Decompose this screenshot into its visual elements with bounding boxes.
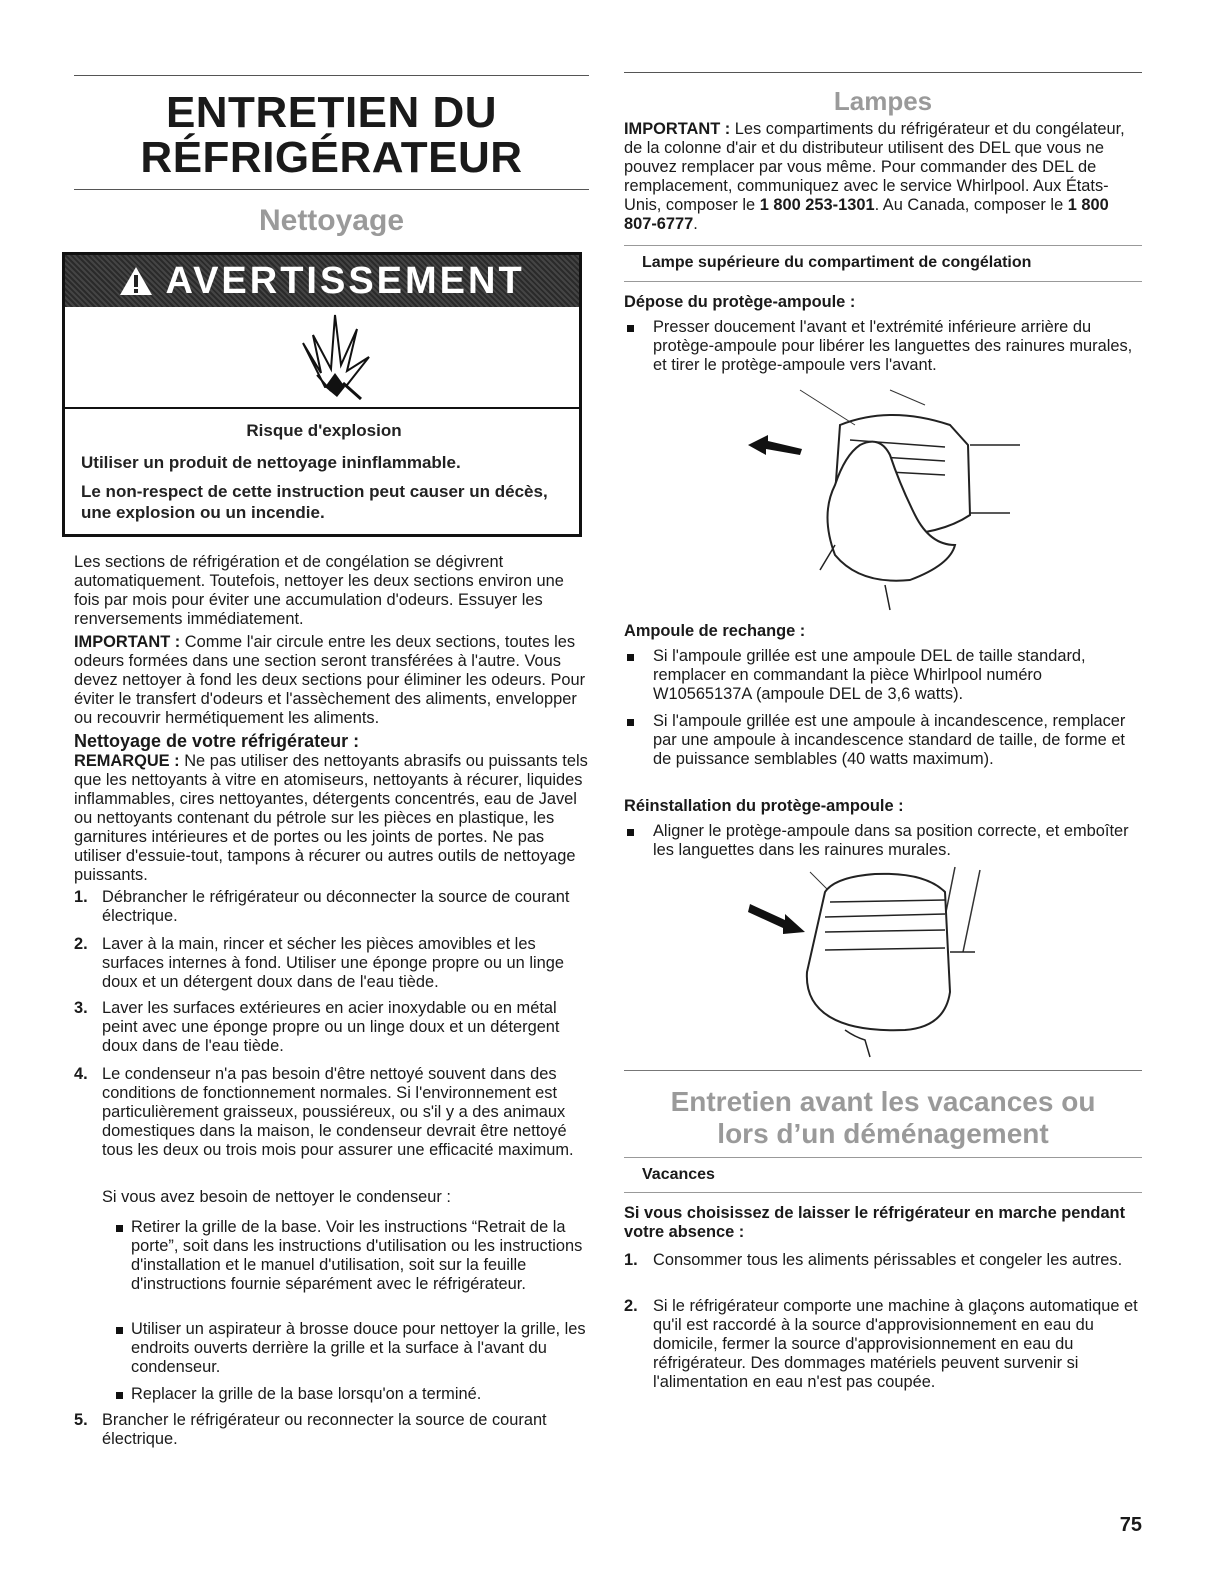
condenser-bullet-3: Replacer la grille de la base lorsqu'on a terminé. xyxy=(131,1385,482,1403)
top-rule-right xyxy=(624,72,1142,73)
freezer-lamp-head: Lampe supérieure du compartiment de congélation xyxy=(642,254,1032,271)
remove-cover-illustration xyxy=(740,385,1040,620)
vacation-step-2: Si le réfrigérateur comporte une machine à glaçons automatique et qu'il est raccordé à la source d'approvisionnement en eau du domicile, fermer la source d'approvisionnement en eau du réfrigérateur. Des dommages matériels peuvent survenir si l'alimentation en eau n'est pas coupée. xyxy=(653,1297,1138,1391)
important-text: Comme l'air circule entre les deux sections, toutes les odeurs formées dans une section seront transférées à l'autre. Vous devez nettoyer à fond les deux sections pour éliminer les odeurs. Pour éviter le transfert d'odeurs et l'assèchement des aliments, envelopper ou recouvrir hermétiquement les aliments. xyxy=(74,633,586,727)
step-5: Brancher le réfrigérateur ou reconnecter la source de courant électrique. xyxy=(102,1411,547,1448)
explosion-icon xyxy=(295,313,375,406)
vacation-head-rule-bottom xyxy=(624,1192,1142,1193)
lamps-important-text-c: . xyxy=(693,215,698,233)
freezer-lamp-rule-top xyxy=(624,245,1142,246)
warning-box xyxy=(62,252,582,537)
vacation-step-number-1: 1. xyxy=(624,1251,638,1269)
section-title-lamps: Lampes xyxy=(833,86,933,116)
step-1: Débrancher le réfrigérateur ou déconnecter la source de courant électrique. xyxy=(102,888,570,925)
lamps-important-text-a: Les compartiments du réfrigérateur et du congélateur, de la colonne d'air et du distributeur utilisent des DEL que vous ne pouvez remplacer par vous même. Pour commander des DEL de remplacement, communiquez avec le service Whirlpool. Aux États-Unis, composer le xyxy=(624,120,1125,214)
vacation-head: Vacances xyxy=(642,1166,715,1183)
reinstall-head: Réinstallation du protège-ampoule : xyxy=(624,797,904,815)
step-number-4: 4. xyxy=(74,1065,88,1083)
main-title-line1: ENTRETIEN DU xyxy=(165,88,498,137)
warning-line2: Le non-respect de cette instruction peut causer un décès, une explosion ou un incendie. xyxy=(81,482,548,522)
warning-line1: Utiliser un produit de nettoyage ininflammable. xyxy=(81,453,461,472)
bullet-square-icon xyxy=(116,1392,123,1399)
cleaning-body xyxy=(74,553,589,885)
cleaning-important xyxy=(74,633,589,728)
important-label: IMPORTANT : xyxy=(74,633,181,651)
bulb-bullet-2: Si l'ampoule grillée est une ampoule à incandescence, remplacer par une ampoule à incandescence standard de taille, de forme et de puissance semblables (40 watts maximum). xyxy=(653,712,1126,768)
vacation-rule-top xyxy=(624,1070,1142,1071)
step-4: Le condenseur n'a pas besoin d'être nettoyé souvent dans des conditions de fonctionnement normales. Si l'environnement est particulièrement graisseux, poussiéreux, ou s'il y a des animaux domestiques dans la maison, le condenseur devrait être nettoyé tous les deux ou trois mois pour assurer une efficacité maximum. xyxy=(102,1065,574,1159)
warning-triangle-icon xyxy=(119,260,165,302)
warning-hazard: Risque d'explosion xyxy=(246,421,402,440)
step-2: Laver à la main, rincer et sécher les pièces amovibles et les surfaces internes à fond. Utiliser une éponge propre ou un linge doux et un détergent doux dans de l'eau tiède. xyxy=(102,935,564,991)
remove-head: Dépose du protège-ampoule : xyxy=(624,293,856,311)
phone-us: 1 800 253-1301 xyxy=(759,196,875,214)
step-number-1: 1. xyxy=(74,888,88,906)
note-label: REMARQUE : xyxy=(74,752,180,770)
lamps-important-text-b: . Au Canada, composer le xyxy=(874,196,1068,214)
title-underline xyxy=(74,189,589,190)
warning-band-label: AVERTISSEMENT xyxy=(165,260,525,302)
subhead-cleaning: Nettoyage de votre réfrigérateur : xyxy=(74,731,360,751)
freezer-lamp-rule-bottom xyxy=(624,281,1142,282)
remove-bullet: Presser doucement l'avant et l'extrémité inférieure arrière du protège-ampoule pour libérer les languettes des rainures murales, et tirer le protège-ampoule vers l'avant. xyxy=(653,318,1133,374)
note-text: Ne pas utiliser des nettoyants abrasifs ou puissants tels que les nettoyants à vitre en atomiseurs, nettoyants à récurer, liquides inflammables, cires nettoyantes, détergents concentrés, eau de Javel ou nettoyants contenant du pétrole sur les pièces en plastique, les garnitures intérieures et de portes ou les joints de portes. Ne pas utiliser d'essuie-tout, tampons à récurer ou autres outils de nettoyage puissants. xyxy=(74,752,588,884)
section-title-cleaning: Nettoyage xyxy=(258,204,405,237)
bulb-bullet-1: Si l'ampoule grillée est une ampoule DEL de taille standard, remplacer en commandant la pièce Whirlpool numéro W10565137A (ampoule DEL de 3,6 watts). xyxy=(653,647,1086,703)
vacation-sub: Si vous choisissez de laisser le réfrigérateur en marche pendant votre absence : xyxy=(624,1204,1126,1241)
vacation-step-number-2: 2. xyxy=(624,1297,638,1315)
warning-band xyxy=(65,255,579,307)
lamps-important-label: IMPORTANT : xyxy=(624,120,731,138)
vacation-step-1: Consommer tous les aliments périssables et congeler les autres. xyxy=(653,1251,1123,1269)
bullet-square-icon xyxy=(116,1327,123,1334)
bullet-square-icon xyxy=(116,1225,123,1232)
condenser-bullet-2: Utiliser un aspirateur à brosse douce pour nettoyer la grille, les endroits ouverts derrière la grille et la surface à l'avant du condenseur. xyxy=(131,1320,586,1376)
bullet-square-icon xyxy=(627,654,634,661)
bullet-square-icon xyxy=(627,829,634,836)
cleaning-intro: Les sections de réfrigération et de congélation se dégivrent automatiquement. Toutefois, nettoyer les deux sections environ une fois par mois pour éviter une accumulation d'odeurs. Essuyer les renversements immédiatement. xyxy=(74,553,564,628)
phone-ca: 1 800 807-6777 xyxy=(624,196,1109,233)
top-rule-left xyxy=(74,75,589,76)
warning-divider xyxy=(65,407,579,409)
step-number-2: 2. xyxy=(74,935,88,953)
vacation-title-line2: lors d’un déménagement xyxy=(717,1118,1049,1149)
reinstall-bullet: Aligner le protège-ampoule dans sa position correcte, et emboîter les languettes dans les rainures murales. xyxy=(653,822,1129,859)
reinstall-cover-illustration xyxy=(745,862,1005,1067)
cleaning-note xyxy=(74,752,589,885)
condenser-bullet-1: Retirer la grille de la base. Voir les instructions “Retrait de la porte”, soit dans les instructions d'utilisation ou les instructions d'installation et le manuel d'utilisation, soit sur la feuille d'instructions fournie séparément avec le réfrigérateur. xyxy=(131,1218,583,1293)
bullet-square-icon xyxy=(627,719,634,726)
page-number: 75 xyxy=(1119,1514,1142,1536)
lamps-important xyxy=(624,120,1142,234)
step-number-5: 5. xyxy=(74,1411,88,1429)
vacation-title-line1: Entretien avant les vacances ou xyxy=(670,1086,1096,1117)
bulb-head: Ampoule de rechange : xyxy=(624,622,806,640)
vacation-head-rule-top xyxy=(624,1157,1142,1158)
step-3: Laver les surfaces extérieures en acier inoxydable ou en métal peint avec une éponge propre ou un linge doux et un détergent doux dans de l'eau tiède. xyxy=(102,999,560,1055)
step-number-3: 3. xyxy=(74,999,88,1017)
main-title-line2: RÉFRIGÉRATEUR xyxy=(140,133,523,182)
bullet-square-icon xyxy=(627,325,634,332)
condenser-intro: Si vous avez besoin de nettoyer le condenseur : xyxy=(102,1188,451,1206)
